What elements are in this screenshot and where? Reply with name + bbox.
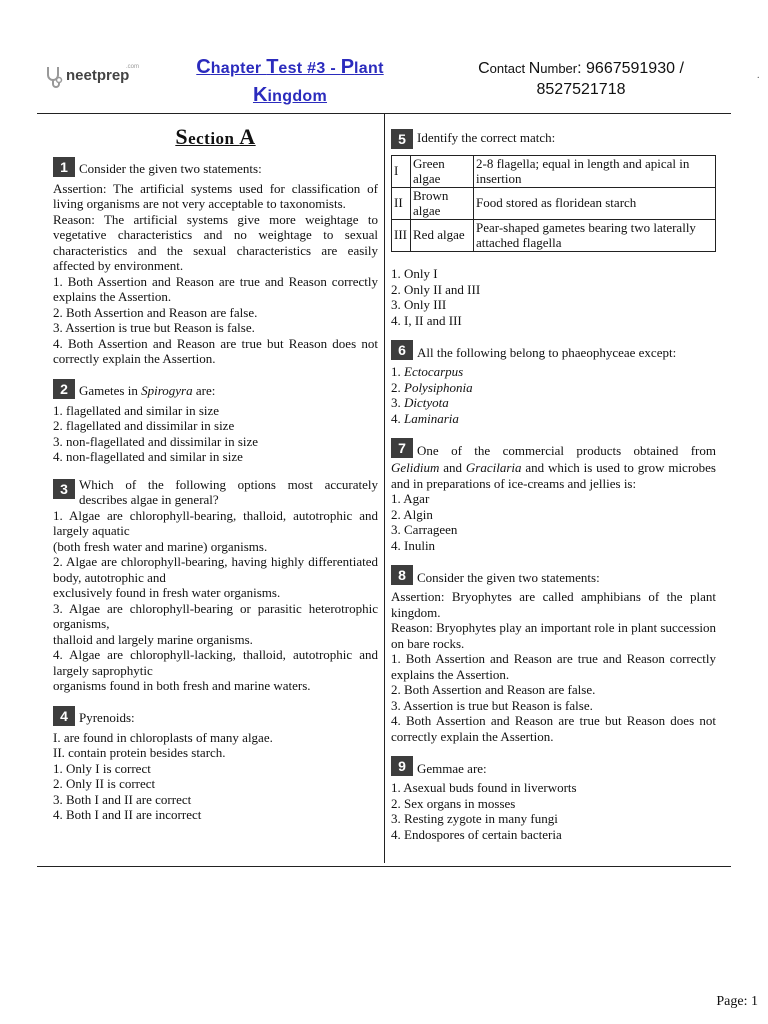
- question-number: 7: [391, 438, 413, 458]
- bottom-rule: [37, 866, 731, 867]
- option: 4. Both Assertion and Reason are true but Reason does not correctly explain the Assertion.: [391, 713, 716, 744]
- option: 4. non-flagellated and similar in size: [53, 449, 243, 464]
- option: 3. Both I and II are correct: [53, 791, 192, 807]
- question-number: 6: [391, 340, 413, 360]
- section-heading: Section A: [175, 124, 256, 149]
- question-8: [391, 565, 716, 744]
- question-3: [53, 477, 378, 694]
- question-number: 2: [53, 379, 75, 399]
- option: 2. Only II is correct: [53, 776, 156, 791]
- question-stem: Which of the following options most accurately describes algae in general?: [79, 476, 378, 507]
- option: 3. Assertion is true but Reason is false.: [53, 320, 255, 335]
- option: 1. Algae are chlorophyll-bearing, thalloid, autotrophic and largely aquatic: [53, 507, 378, 538]
- question-number: 4: [53, 706, 75, 726]
- option: 1. Agar: [391, 491, 430, 506]
- option: 4. Both I and II are incorrect: [53, 807, 202, 822]
- option: 3. Resting zygote in many fungi: [391, 811, 558, 826]
- option: 3. Carrageen: [391, 522, 458, 537]
- assertion-text: Assertion: Bryophytes are called amphibians of the plant kingdom.: [391, 589, 716, 620]
- question-number: 5: [391, 129, 413, 149]
- option: 3. Algae are chlorophyll-bearing or parasitic heterotrophic organisms,: [53, 600, 378, 631]
- option: 4. Algae are chlorophyll-lacking, thalloid, autotrophic and largely saprophytic: [53, 647, 378, 678]
- question-stem: Gemmae are:: [417, 760, 487, 776]
- option: 2. Both Assertion and Reason are false.: [391, 682, 596, 697]
- option: 3. Dictyota: [391, 395, 449, 410]
- option: 1. flagellated and similar in size: [53, 402, 220, 418]
- reason-text: Reason: The artificial systems give more weightage to vegetative characteristics and no weightage to sexual characteristics and the sexual characteristics are easily affected by environment.: [53, 211, 378, 273]
- question-number: 3: [53, 479, 75, 499]
- question-number: 9: [391, 756, 413, 776]
- option: (both fresh water and marine) organisms.: [53, 538, 268, 554]
- option: 2. flagellated and dissimilar in size: [53, 418, 235, 433]
- reason-text: Reason: Bryophytes play an important role in plant succession on bare rocks.: [391, 620, 716, 651]
- question-stem: Consider the given two statements:: [417, 569, 600, 585]
- option: 1. Both Assertion and Reason are true and Reason correctly explains the Assertion.: [391, 651, 716, 682]
- option: 2. Both Assertion and Reason are false.: [53, 304, 258, 320]
- column-divider: [384, 114, 385, 863]
- assertion-text: Assertion: The artificial systems used for classification of living organisms are not very acceptable to taxonomists.: [53, 180, 378, 211]
- option: 4. Both Assertion and Reason are true but Reason does not correctly explain the Assertion.: [53, 335, 378, 366]
- option: 3. Only III: [391, 297, 447, 312]
- question-stem-cont: Gelidium and Gracilaria and which is used to grow microbes and in preparations of ice-creams and jellies is:: [391, 460, 716, 491]
- question-stem: Gametes in Spirogyra are:: [79, 383, 216, 398]
- logo-text: neetprep: [66, 67, 130, 84]
- table-row: I Green algae 2-8 flagella; equal in length and apical in insertion: [392, 156, 716, 188]
- question-7: [391, 438, 716, 553]
- question-stem: All the following belong to phaeophyceae except:: [417, 344, 677, 360]
- statement: II. contain protein besides starch.: [53, 745, 226, 760]
- option: 4. I, II and III: [391, 312, 462, 328]
- chapter-title: Chapter Test #3 - Plant Kingdom: [196, 56, 384, 106]
- neetprep-logo: [44, 64, 144, 92]
- table-row: III Red algae Pear-shaped gametes bearing two laterally attached flagella: [392, 220, 716, 252]
- question-5: [391, 129, 716, 328]
- option: 1. Ectocarpus: [391, 364, 464, 379]
- stethoscope-icon: [44, 64, 64, 90]
- option: 1. Only I is correct: [53, 760, 151, 776]
- option: 4. Endospores of certain bacteria: [391, 826, 562, 842]
- match-table: [391, 155, 716, 252]
- left-column: [53, 124, 378, 823]
- question-6: [391, 340, 716, 426]
- contact-number: Contact Number: 9667591930 / 8527521718: [478, 60, 684, 98]
- page-number: Page: 1: [716, 994, 758, 1009]
- right-column: [391, 128, 716, 842]
- option: exclusively found in fresh water organisms.: [53, 585, 281, 600]
- question-2: [53, 379, 378, 465]
- table-row: II Brown algae Food stored as floridean starch: [392, 188, 716, 220]
- option: 3. Assertion is true but Reason is false.: [391, 697, 593, 713]
- question-stem: One of the commercial products obtained from: [417, 442, 716, 458]
- option: 1. Asexual buds found in liverworts: [391, 780, 577, 795]
- option: 2. Algae are chlorophyll-bearing, having highly differentiated body, autotrophic and: [53, 554, 378, 585]
- question-1: [53, 157, 378, 367]
- question-stem: Identify the correct match:: [417, 129, 556, 145]
- option: 4. Laminaria: [391, 410, 459, 426]
- question-9: [391, 756, 716, 842]
- header-dot: .: [757, 70, 760, 81]
- option: organisms found in both fresh and marine waters.: [53, 678, 311, 693]
- question-stem: Consider the given two statements:: [79, 161, 262, 176]
- option: 3. non-flagellated and dissimilar in size: [53, 433, 259, 449]
- statement: I. are found in chloroplasts of many algae.: [53, 729, 273, 745]
- option: thalloid and largely marine organisms.: [53, 631, 253, 647]
- question-number: 8: [391, 565, 413, 585]
- option: 1. Only I: [391, 266, 438, 281]
- question-4: [53, 706, 378, 823]
- option: 2. Algin: [391, 506, 433, 522]
- option: 4. Inulin: [391, 537, 436, 553]
- question-number: 1: [53, 157, 75, 177]
- question-stem: Pyrenoids:: [79, 710, 135, 725]
- option: 2. Only II and III: [391, 281, 481, 297]
- option: 2. Sex organs in mosses: [391, 795, 516, 811]
- option: 2. Polysiphonia: [391, 379, 473, 395]
- logo-sub: .com: [126, 64, 140, 70]
- option: 1. Both Assertion and Reason are true and Reason correctly explains the Assertion.: [53, 273, 378, 304]
